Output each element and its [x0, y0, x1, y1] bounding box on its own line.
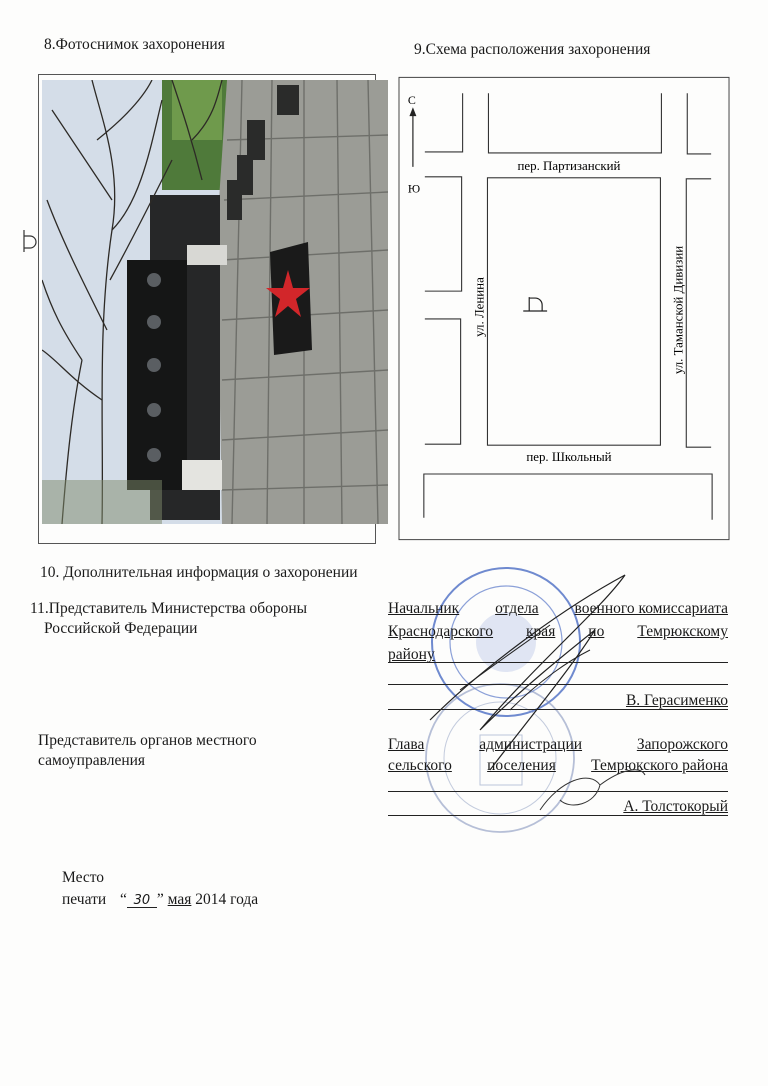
word: военного комиссариата: [574, 600, 728, 617]
quote-close: ”: [156, 891, 164, 908]
map-block: [425, 93, 463, 152]
street-label-tamanskoy: ул. Таманской Дивизии: [670, 245, 686, 375]
quote-open: “: [120, 891, 127, 908]
word: по: [588, 623, 605, 640]
street-label-shkolny: пер. Школьный: [526, 449, 612, 465]
word: администрации: [479, 736, 583, 753]
map-block: [488, 93, 661, 153]
map-block: [424, 474, 712, 520]
street-label-lenina: ул. Ленина: [471, 277, 487, 337]
local-rep-label-line2: самоуправления: [38, 752, 146, 769]
compass-north-label: С: [407, 93, 416, 108]
map-block: [425, 319, 461, 444]
map-block: [425, 177, 462, 291]
map-block: [686, 179, 711, 447]
word: Краснодарского: [388, 623, 494, 640]
local-rep-name: А. Толстокорый: [619, 799, 728, 815]
stamp-place-label-line1: Место: [62, 869, 105, 886]
word: отдела: [495, 600, 539, 617]
word: сельского: [388, 757, 452, 774]
word: Темрюкского района: [591, 757, 728, 774]
burial-photo: [42, 80, 388, 524]
word: Начальник: [388, 600, 460, 617]
date-year: 2014 года: [195, 891, 259, 908]
mod-rep-label-line1: 11.Представитель Министерства обороны: [30, 600, 308, 617]
section-8-label: 8.Фотоснимок захоронения: [44, 36, 225, 53]
document-date: [120, 892, 258, 908]
mod-rep-label-line2: Российской Федерации: [44, 620, 198, 637]
map-block: [687, 93, 711, 154]
local-rep-label-line1: Представитель органов местного: [38, 732, 257, 749]
mod-position-line3: району: [388, 646, 435, 663]
compass-south-label: Ю: [407, 181, 421, 196]
burial-location-map: [398, 76, 732, 543]
grave-symbol-icon: [523, 297, 547, 311]
section-10-label: 10. Дополнительная информация о захоронении: [40, 564, 358, 581]
date-month: мая: [167, 891, 192, 908]
street-label-partizansky: пер. Партизанский: [517, 157, 621, 173]
stamp-place-label-line2: печати: [62, 891, 107, 908]
mod-rep-name: В. Герасименко: [622, 693, 728, 709]
grave-symbol-icon: [20, 228, 40, 254]
handwritten-signatures: [420, 570, 660, 830]
compass-north-arrow-icon: [409, 107, 416, 167]
word: Темрюкскому: [637, 623, 728, 640]
word: Глава: [388, 736, 425, 753]
date-day-handwritten: 30: [127, 894, 157, 908]
map-burial-block: [487, 178, 660, 445]
word: Запорожского: [636, 736, 728, 753]
memorial-photo-illustration: [42, 80, 388, 524]
section-9-label: 9.Схема расположения захоронения: [414, 41, 651, 58]
word: края: [526, 623, 556, 640]
word: поселения: [487, 757, 556, 774]
